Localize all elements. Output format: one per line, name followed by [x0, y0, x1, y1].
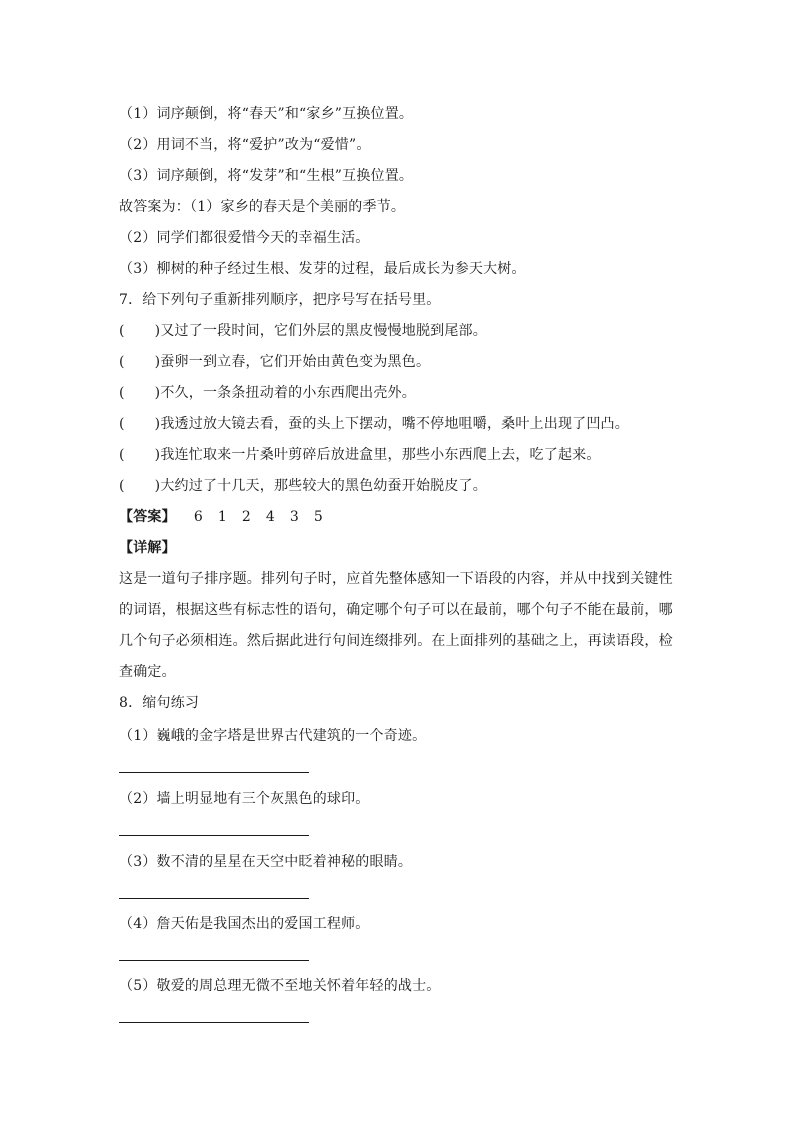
q8-item: （5）敬爱的周总理无微不至地关怀着年轻的战士。: [119, 978, 441, 994]
q7-item-text: 我连忙取来一片桑叶剪碎后放进盒里，那些小东西爬上去，吃了起来。: [160, 447, 601, 463]
q8-item: （3）数不清的星星在天空中眨着神秘的眼睛。: [119, 854, 413, 870]
q8-item: （1）巍峨的金字塔是世界古代建筑的一个奇迹。: [119, 728, 427, 744]
paren-close: ): [154, 447, 161, 463]
q7-title: 7．给下列句子重新排列顺序，把序号写在括号里。: [119, 292, 441, 308]
answer-blank-line[interactable]: [119, 898, 309, 899]
answer-blank-line[interactable]: [119, 772, 309, 773]
paren-close: ): [154, 323, 161, 339]
paren-open: (: [119, 385, 125, 401]
paren-close: ): [154, 478, 161, 494]
q8-item: （4）詹天佑是我国杰出的爱国工程师。: [119, 916, 370, 932]
answer-value: 3: [289, 509, 299, 525]
q7-item: [119, 321, 487, 341]
q7-item-text: 蚕卵一到立春，它们开始由黄色变为黑色。: [160, 354, 431, 370]
q7-item-text: 大约过了十几天，那些较大的黑色幼蚕开始脱皮了。: [160, 478, 487, 494]
prev-answer-line: （2）同学们都很爱惜今天的幸福生活。: [119, 230, 370, 246]
q7-item-text: 不久，一条条扭动着的小东西爬出壳外。: [160, 385, 416, 401]
paren-open: (: [119, 416, 125, 432]
answer-value: 2: [241, 509, 251, 525]
answer-value: 5: [313, 509, 323, 525]
prev-answer-line: 故答案为：（1）家乡的春天是个美丽的季节。: [119, 199, 406, 215]
q7-item: [119, 476, 487, 496]
answer-blank-line[interactable]: [119, 1022, 309, 1023]
prev-answer-line: （3）词序颠倒，将“发芽”和“生根”互换位置。: [119, 168, 414, 184]
answer-value: 1: [217, 509, 227, 525]
answer-value: 6: [193, 509, 203, 525]
detail-line: 查确定。: [119, 664, 176, 680]
paren-close: ): [154, 385, 161, 401]
q7-item: [119, 383, 416, 403]
detail-line: 的词语，根据这些有标志性的语句，确定哪个句子可以在最前，哪个句子不能在最前，哪: [119, 602, 673, 618]
detail-line: 这是一道句子排序题。排列句子时，应首先整体感知一下语段的内容，并从中找到关键性: [119, 571, 673, 587]
answer-label: 【答案】: [119, 509, 176, 525]
answer-blank-line[interactable]: [119, 835, 309, 836]
q7-item: [119, 445, 601, 465]
prev-answer-line: （3）柳树的种子经过生根、发芽的过程，最后成长为参天大树。: [119, 261, 526, 277]
detail-line: 几个句子必须相连。然后据此进行句间连缀排列。在上面排列的基础之上，再读语段，检: [119, 633, 673, 649]
prev-answer-line: （2）用词不当，将“爱护”改为“爱惜”。: [119, 137, 371, 153]
paren-close: ): [154, 354, 161, 370]
paren-open: (: [119, 354, 125, 370]
answer-value: 4: [265, 509, 275, 525]
answer-blank-line[interactable]: [119, 960, 309, 961]
paren-close: ): [154, 416, 161, 432]
q7-answer: [119, 507, 338, 527]
q8-title: 8．缩句练习: [119, 695, 200, 711]
q7-item-text: 我透过放大镜去看，蚕的头上下摆动，嘴不停地咀嚼，桑叶上出现了凹凸。: [160, 416, 629, 432]
q7-item-text: 又过了一段时间，它们外层的黑皮慢慢地脱到尾部。: [160, 323, 487, 339]
q7-item: [119, 414, 629, 434]
q8-item: （2）墙上明显地有三个灰黑色的球印。: [119, 791, 370, 807]
prev-answer-line: （1）词序颠倒，将“春天”和“家乡”互换位置。: [119, 106, 414, 122]
paren-open: (: [119, 447, 125, 463]
paren-open: (: [119, 323, 125, 339]
q7-item: [119, 352, 430, 372]
paren-open: (: [119, 478, 125, 494]
detail-label: 【详解】: [119, 540, 176, 556]
